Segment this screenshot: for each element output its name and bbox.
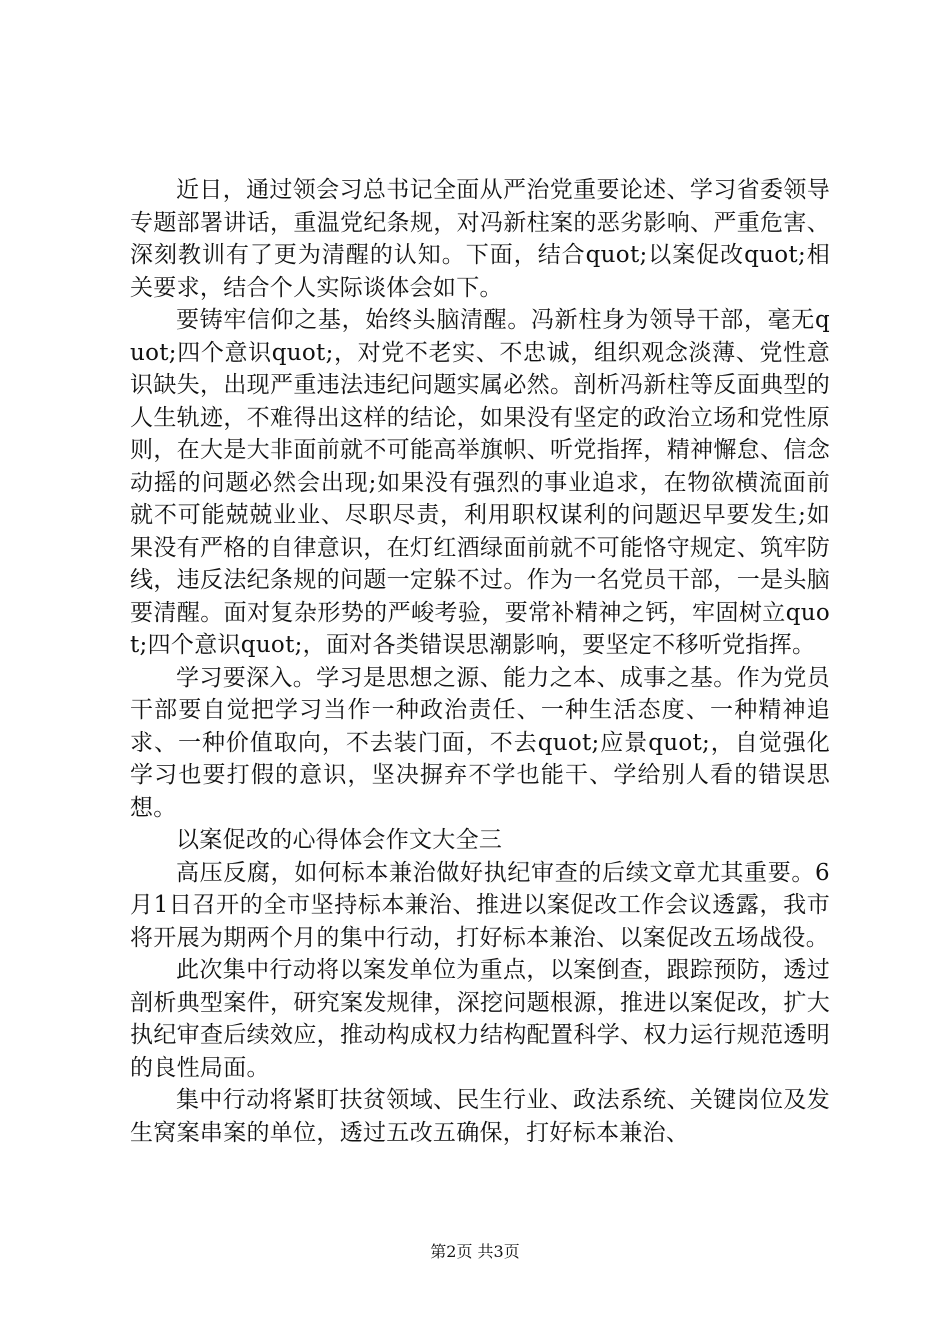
page-number-footer: 第2页 共3页 [430,1242,520,1261]
paragraph-campaign-focus: 此次集中行动将以案发单位为重点，以案倒查，跟踪预防，透过剖析典型案件，研究案发规律，深挖问题根源，推进以案促改，扩大执纪审查后续效应，推动构成权力结构配置科学、权力运行规范透明的良性局面。 [130,957,830,1081]
section-heading: 以案促改的心得体会作文大全三 [176,827,503,853]
paragraph-faith-foundation: 要铸牢信仰之基，始终头脑清醒。冯新柱身为领导干部，毫无quot;四个意识quot;，对党不老实、不忠诚，组织观念淡薄、党性意识缺失，出现严重违法违纪问题实属必然。剖析冯新柱等反面典型的人生轨迹，不难得出这样的结论，如果没有坚定的政治立场和党性原则，在大是大非面前就不可能高举旗帜、听党指挥，精神懈怠、信念动摇的问题必然会出现;如果没有强烈的事业追求，在物欲横流面前就不可能兢兢业业、尽职尽责，利用职权谋利的问题迟早要发生;如果没有严格的自律意识，在灯红酒绿面前就不可能恪守规定、筑牢防线，违反法纪条规的问题一定躲不过。作为一名党员干部，一是头脑要清醒。面对复杂形势的严峻考验，要常补精神之钙，牢固树立quot;四个意识quot;，面对各类错误思潮影响，要坚定不移听党指挥。 [130,307,830,658]
paragraph-intro: 近日，通过领会习总书记全面从严治党重要论述、学习省委领导专题部署讲话，重温党纪条规，对冯新柱案的恶劣影响、严重危害、深刻教训有了更为清醒的认知。下面，结合quot;以案促改quot;相关要求，结合个人实际谈体会如下。 [130,177,830,301]
paragraph-campaign-targets: 集中行动将紧盯扶贫领域、民生行业、政法系统、关键岗位及发生窝案串案的单位，透过五改五确保，打好标本兼治、 [130,1087,830,1146]
paragraph-study: 学习要深入。学习是思想之源、能力之本、成事之基。作为党员干部要自觉把学习当作一种政治责任、一种生活态度、一种精神追求、一种价值取向，不去装门面，不去quot;应景quot;，自觉强化学习也要打假的意识，坚决摒弃不学也能干、学给别人看的错误思想。 [130,664,830,821]
paragraph-anti-corruption: 高压反腐，如何标本兼治做好执纪审查的后续文章尤其重要。6月1日召开的全市坚持标本兼治、推进以案促改工作会议透露，我市将开展为期两个月的集中行动，打好标本兼治、以案促改五场战役。 [130,859,830,951]
document-body [130,174,830,1149]
